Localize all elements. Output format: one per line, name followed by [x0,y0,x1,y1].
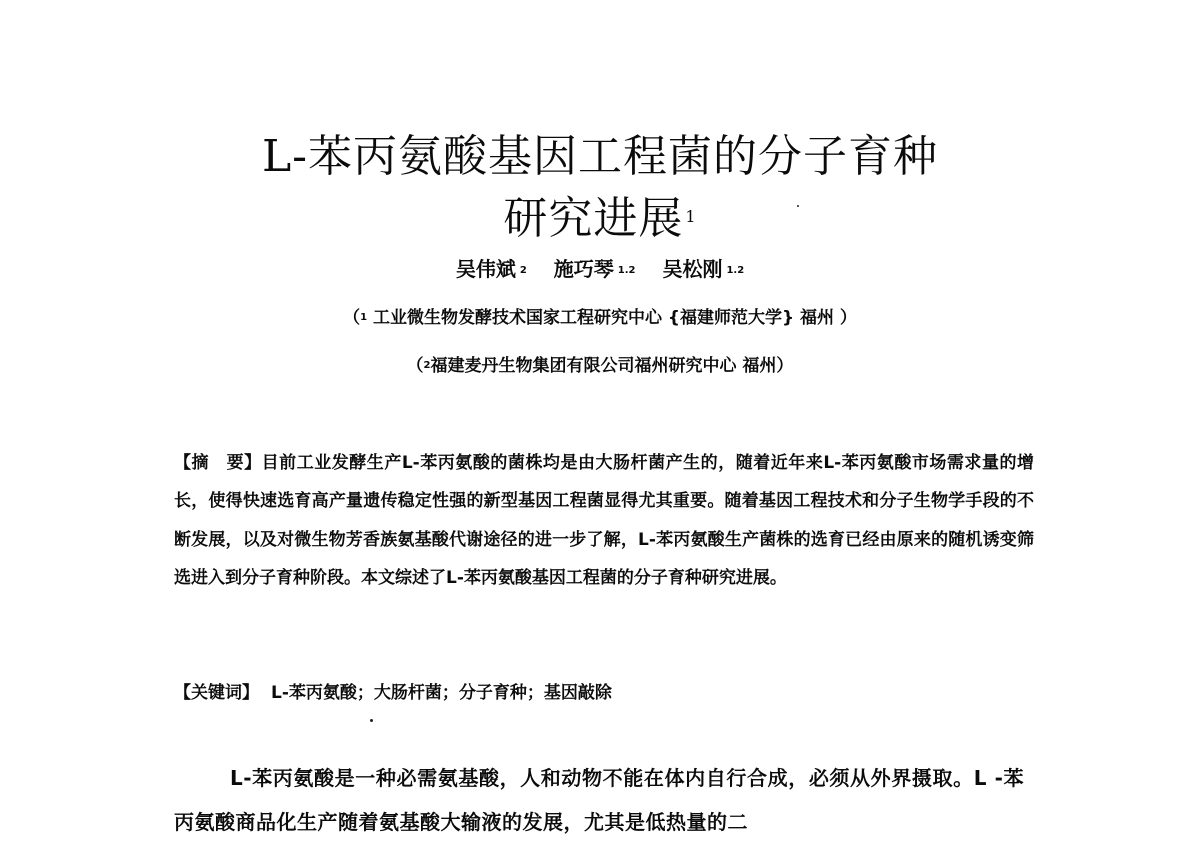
affiliation-2 [0,351,1200,381]
author-name: 吴松刚 [662,257,723,281]
affiliation-text: 福建麦丹生物集团有限公司福州研究中心 福州） [430,356,794,376]
keywords [174,676,1034,710]
author-name: 施巧琴 [553,257,614,281]
title-text-2: 研究进展 [503,193,684,244]
affiliation-open-paren: （ [406,356,424,376]
author-2 [554,257,636,281]
keywords-text: L-苯丙氨酸；大肠杆菌；分子育种；基因敲除 [271,683,612,703]
affiliation-mark: 1 [360,312,368,323]
affiliation-1 [0,303,1200,333]
keywords-label: 【关键词】 [174,683,259,703]
author-affiliation-mark: 2 [519,265,527,276]
scan-speck [797,205,799,207]
author-list [0,252,1200,286]
author-affiliation-mark: 1.2 [617,265,636,276]
abstract-text: 目前工业发酵生产L-苯丙氨酸的菌株均是由大肠杆菌产生的，随着近年来L-苯丙氨酸市场需求量的增长，使得快速选育高产量遗传稳定性强的新型基因工程菌显得尤其重要。随着基因工程技术和分子生物学手段的不断发展，以及对微生物芳香族氨基酸代谢途径的进一步了解，L-苯丙氨酸生产菌株的选育已经由原来的随机诱变筛选进入到分子育种阶段。本文综述了L-苯丙氨酸基因工程菌的分子育种研究进展。 [174,453,1035,589]
paper-title-line-2 [0,190,1200,248]
author-affiliation-mark: 1.2 [726,265,745,276]
author-3 [662,257,744,281]
affiliation-text: 工业微生物发酵技术国家工程研究中心 {福建师范大学} 福州 ） [372,308,857,328]
title-text-1: L-苯丙氨酸基因工程菌的分子育种 [261,131,939,182]
scan-speck [370,719,373,722]
body-paragraph: L-苯丙氨酸是一种必需氨基酸，人和动物不能在体内自行合成，必须从外界摄取。L -苯丙氨酸商品化生产随着氨基酸大输液的发展，尤其是低热量的二 [174,766,1024,834]
abstract [174,444,1034,598]
affiliation-open-paren: （ [343,308,361,328]
author-name: 吴伟斌 [455,257,516,281]
affiliation-mark: 2 [423,360,431,371]
paper-title-line-1 [0,128,1200,186]
author-1 [456,257,527,281]
title-footnote-mark: 1 [685,207,697,226]
abstract-label: 【摘 要】 [174,453,262,473]
